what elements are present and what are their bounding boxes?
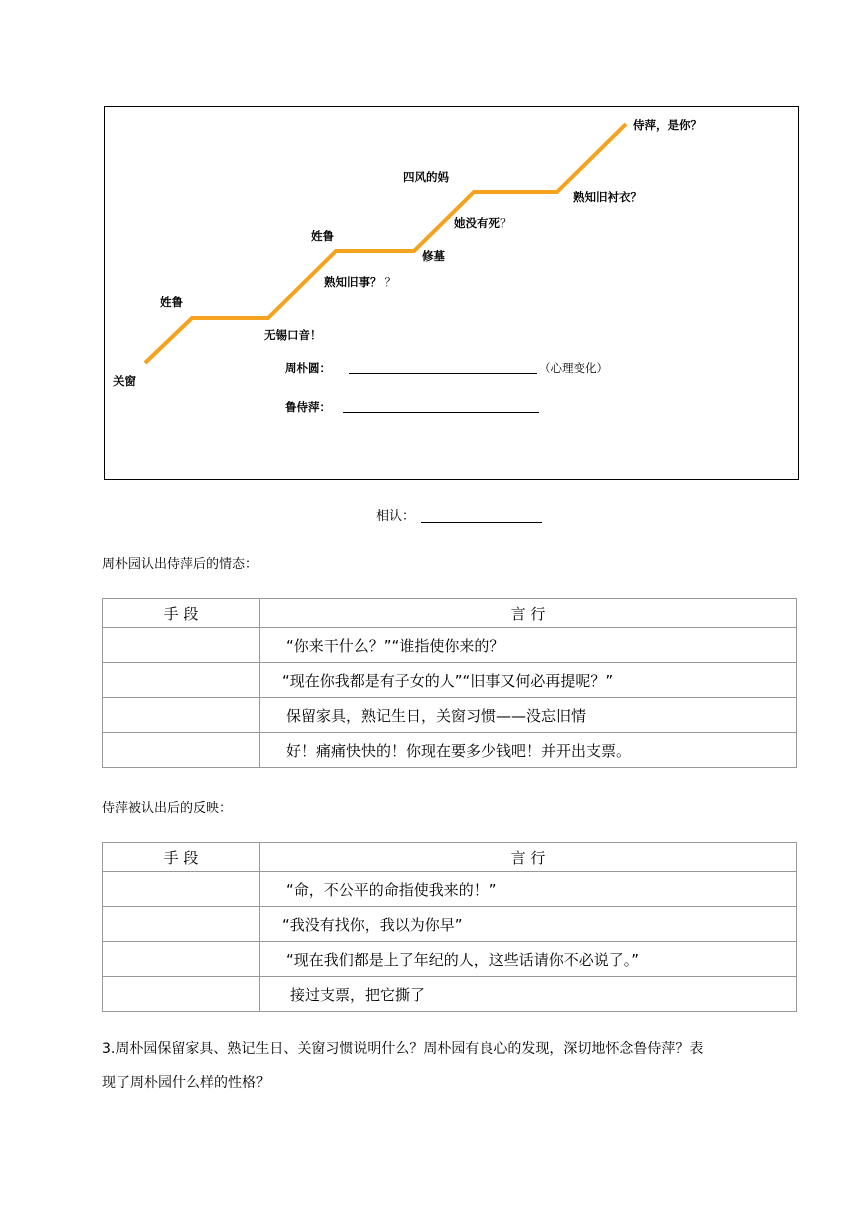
label-wuxi-kouyin: 无锡口音！ (264, 328, 322, 342)
label-shiping-shi-ni: 侍萍，是你？ (633, 118, 702, 132)
cell-speech: “现在你我都是有子女的人”“旧事又何必再提呢？” (260, 663, 797, 698)
lu-blank-line[interactable] (343, 412, 539, 413)
table-zhou-reaction (102, 598, 797, 768)
table-header-row (103, 599, 797, 628)
cell-method[interactable] (103, 628, 260, 663)
section2-title: 侍萍被认出后的反映： (102, 801, 233, 816)
section1-title: 周朴园认出侍萍后的情态： (102, 557, 259, 572)
zhou-label: 周朴圆： (285, 361, 331, 375)
table-row (103, 977, 797, 1012)
xiangren-blank-line[interactable] (421, 522, 542, 523)
label-xing-lu-2: 姓鲁 (311, 229, 334, 243)
table-row (103, 733, 797, 768)
cell-speech: 好！痛痛快快的！你现在要多少钱吧！并开出支票。 (260, 733, 797, 768)
cell-method[interactable] (103, 733, 260, 768)
cell-method[interactable] (103, 942, 260, 977)
label-sifeng-de-ma: 四风的妈 (403, 170, 449, 184)
table-shiping-reaction (102, 842, 797, 1012)
cell-speech: “我没有找你，我以为你早” (260, 907, 797, 942)
zhou-suffix: （心理变化） (539, 361, 608, 375)
label-shuzhi-jiu-chenyi: 熟知旧衬衣？ (573, 190, 642, 204)
header-yanxing: 言 行 (260, 599, 797, 628)
zhou-blank-line[interactable] (349, 373, 537, 374)
cell-method[interactable] (103, 872, 260, 907)
cell-speech: “你来干什么？”“谁指使你来的？ (260, 628, 797, 663)
label-xing-lu-1: 姓鲁 (160, 295, 183, 309)
label-ta-meiyou-si: 她没有死？ (454, 216, 512, 230)
label-guan-chuang: 关窗 (113, 374, 136, 388)
staircase-path (145, 124, 626, 363)
table-header-row (103, 843, 797, 872)
emotion-staircase-line (105, 107, 800, 481)
cell-method[interactable] (103, 977, 260, 1012)
table-row (103, 698, 797, 733)
table-row (103, 942, 797, 977)
xiangren-label: 相认： (376, 509, 416, 524)
header-shouduan: 手 段 (103, 843, 260, 872)
cell-method[interactable] (103, 907, 260, 942)
plot-diagram-box (104, 106, 799, 480)
header-yanxing: 言 行 (260, 843, 797, 872)
cell-speech: 保留家具，熟记生日，关窗习惯——没忘旧情 (260, 698, 797, 733)
cell-speech: “命，不公平的命指使我来的！” (260, 872, 797, 907)
table-row (103, 663, 797, 698)
table-row (103, 628, 797, 663)
table-row (103, 872, 797, 907)
cell-method[interactable] (103, 663, 260, 698)
cell-method[interactable] (103, 698, 260, 733)
table-row (103, 907, 797, 942)
question3-line2: 现了周朴园什么样的性格？ (102, 1075, 270, 1091)
label-shuzhi-jiushi: 熟知旧事？ ？ (324, 275, 396, 289)
cell-speech: 接过支票，把它撕了 (260, 977, 797, 1012)
header-shouduan: 手 段 (103, 599, 260, 628)
lu-label: 鲁侍萍： (285, 400, 331, 414)
question3-line1: 3.周朴园保留家具、熟记生日、关窗习惯说明什么？周朴园有良心的发现，深切地怀念鲁侍萍？表 (102, 1041, 704, 1057)
label-xiu-mu: 修墓 (422, 249, 445, 263)
cell-speech: “现在我们都是上了年纪的人，这些话请你不必说了。” (260, 942, 797, 977)
